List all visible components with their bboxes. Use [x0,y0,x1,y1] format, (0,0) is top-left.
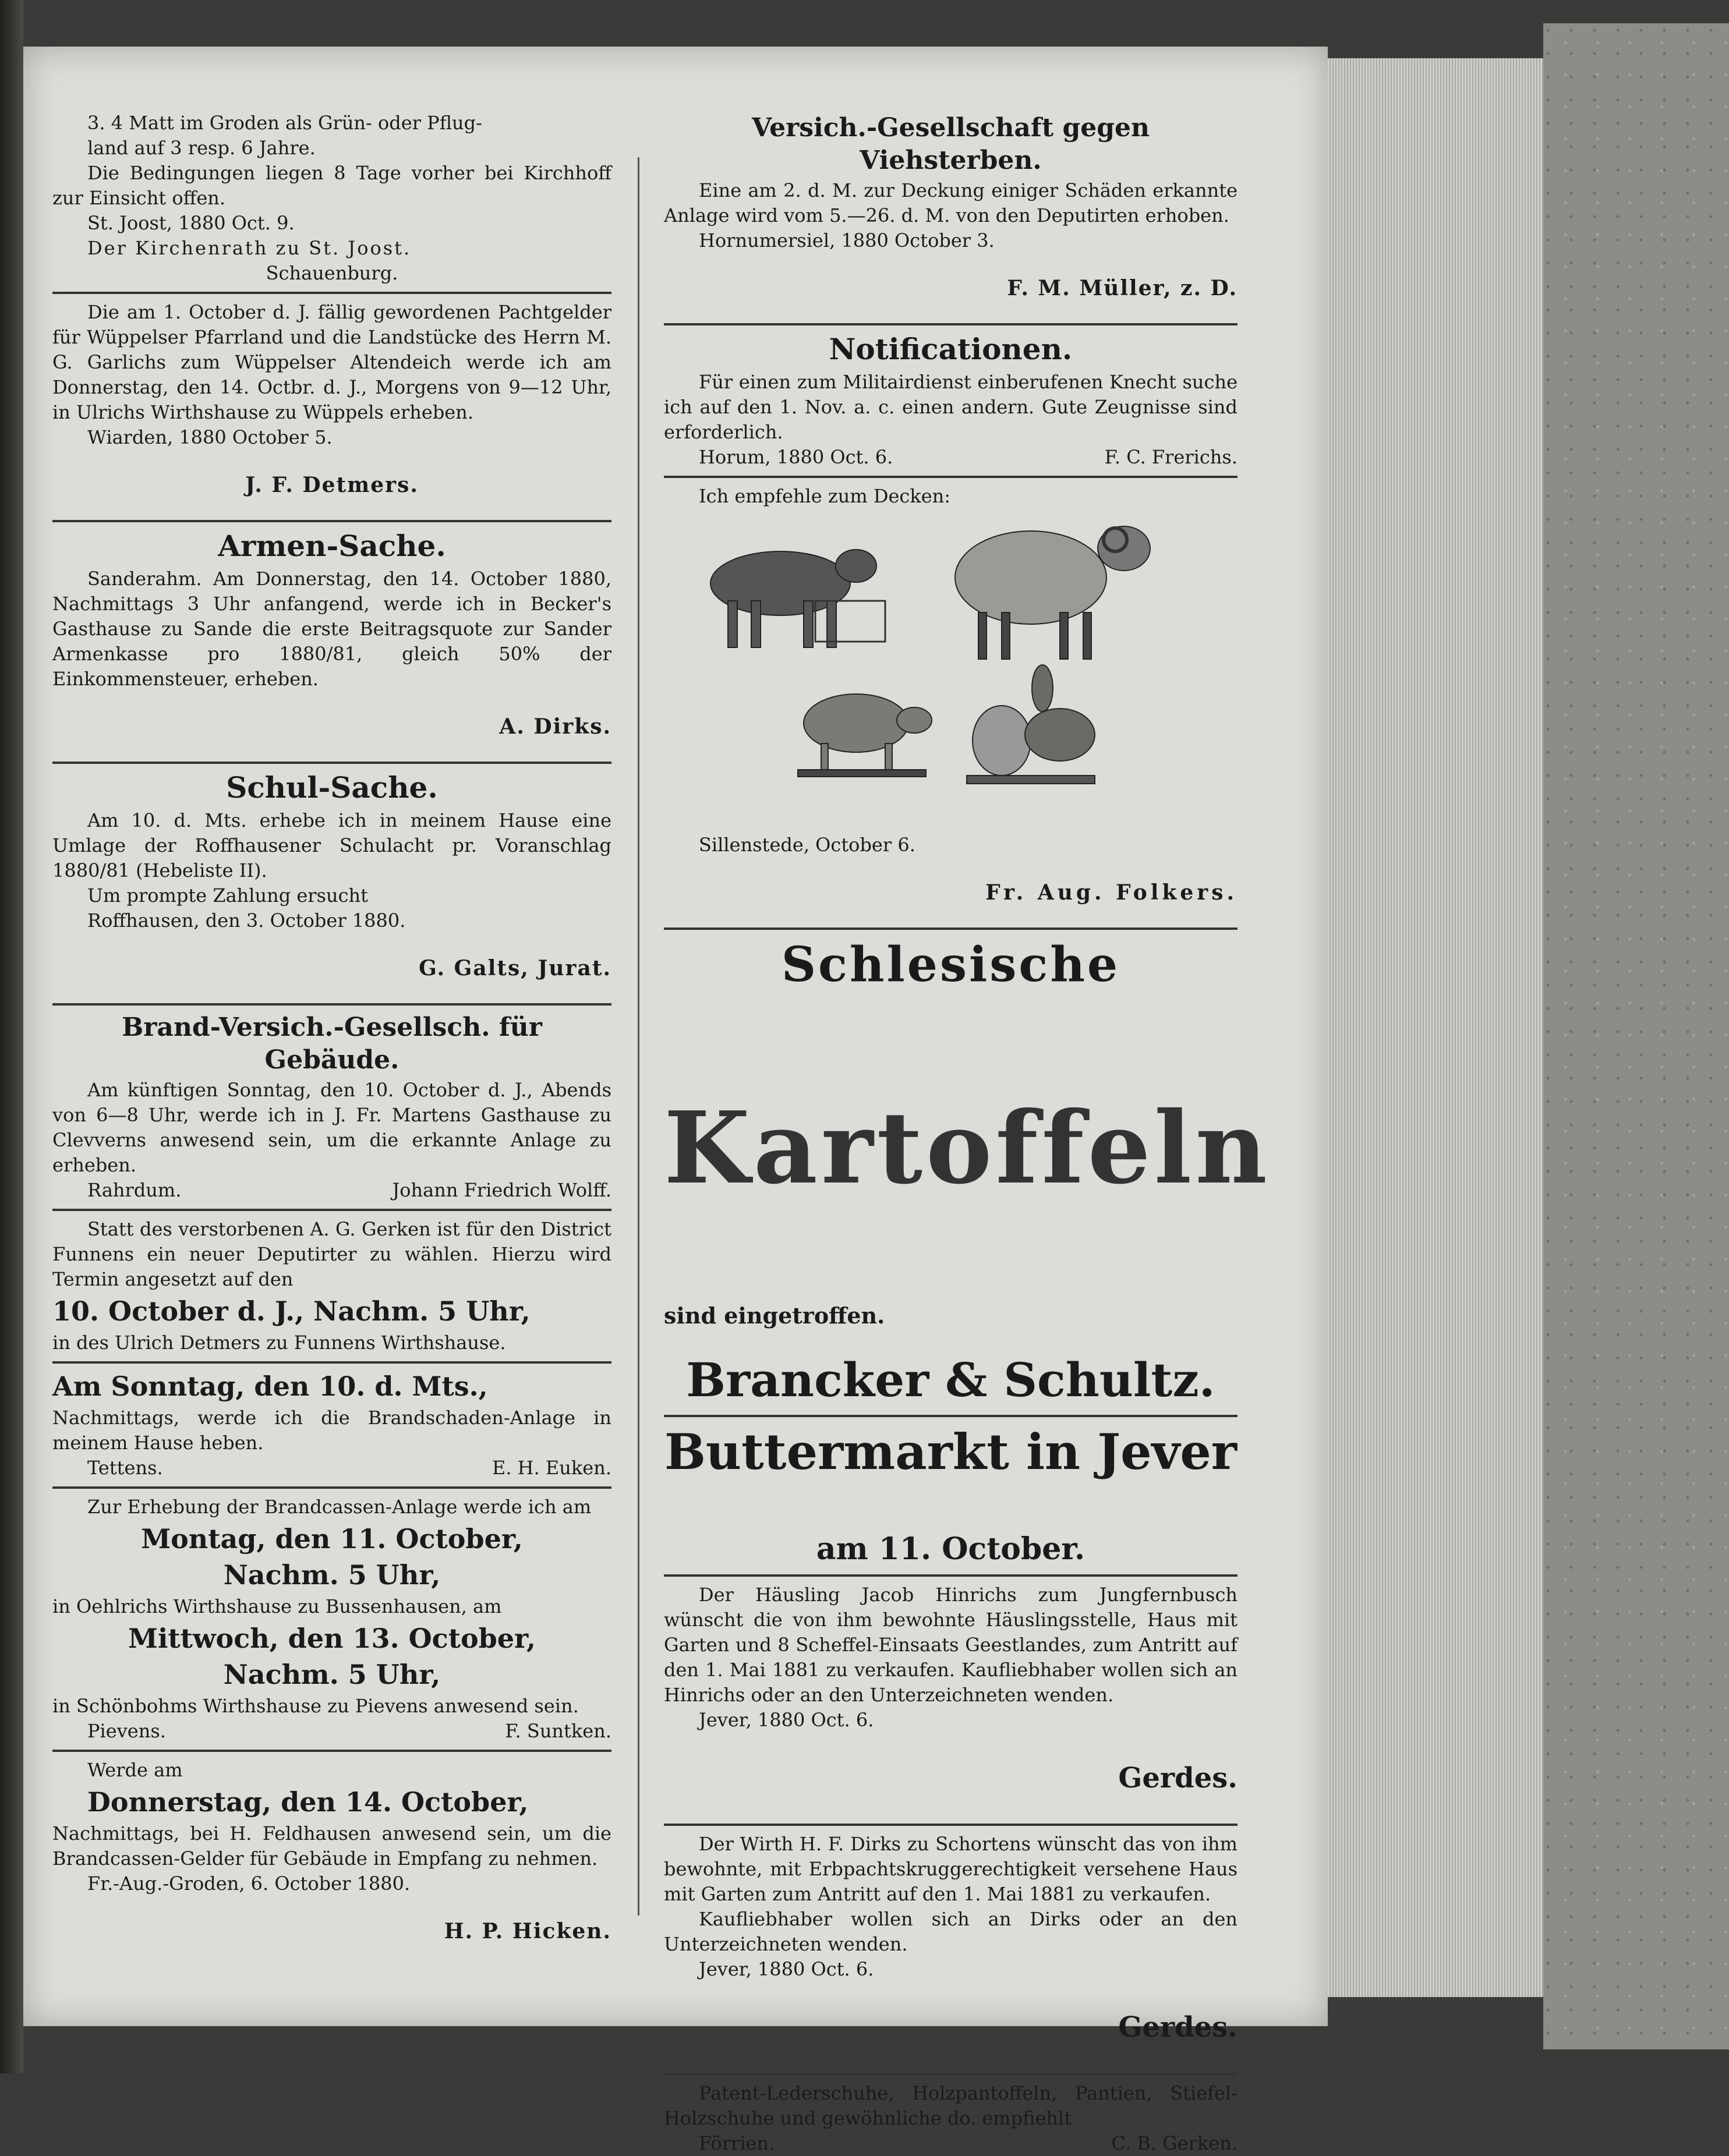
place-signature-row [664,445,1237,470]
text-line: in Oehlrichs Wirthshause zu Bussenhausen, am [52,1595,502,1617]
section-heading: Versich.-Gesellschaft gegen Viehsterben. [751,113,1150,175]
date-line: Hornumersiel, 1880 October 3. [699,229,995,252]
divider [52,1750,611,1752]
text-line: Um prompte Zahlung ersucht [87,884,369,907]
date-line: Jever, 1880 Oct. 6. [699,1958,874,1980]
column-divider [638,157,639,1916]
place-name: Tettens. [87,1457,163,1479]
ad-headline-large: Kartoffeln [664,1090,1271,1206]
divider [52,1486,611,1489]
livestock-illustrations [664,514,1237,828]
goat-illustration [967,665,1095,784]
highlight-date: Donnerstag, den 14. October, [87,1786,529,1818]
text-line: Ich empfehle zum Decken: [699,485,951,507]
signature: G. Galts, Jurat. [419,956,611,980]
date-line: Wiarden, 1880 October 5. [87,426,333,448]
notice-text: Für einen zum Militairdienst einberufenen Knecht suche ich auf den 1. Nov. a. c. einen andern. Gute Zeugnisse sind erforderlich. [664,371,1237,443]
highlight-date: Montag, den 11. October, [141,1523,523,1555]
signature: F. C. Frerichs. [1104,446,1237,468]
place-signature-row [664,833,1237,858]
signature: H. P. Hicken. [444,1919,611,1943]
divider [664,1574,1237,1577]
page-edges [1328,58,1543,1997]
divider [664,1824,1237,1826]
signature: Fr. Aug. Folkers. [985,880,1237,905]
signature: C. B. Gerken. [1111,2132,1237,2154]
section-heading: Schul-Sache. [226,770,438,805]
bull-illustration [710,550,885,647]
signature: F. M. Müller, z. D. [1007,276,1237,300]
ram-illustration [955,526,1150,659]
book-spine-left [0,0,23,2073]
section-heading: Brand-Versich.-Gesellsch. für Gebäude. [122,1012,542,1075]
date-line: Jever, 1880 Oct. 6. [699,1709,874,1731]
highlight-date: am 11. October. [816,1531,1086,1567]
signature: A. Dirks. [499,714,611,739]
notice-text: Statt des verstorbenen A. G. Gerken ist für den District Funnens ein neuer Deputirter zu wählen. Hierzu wird Termin angesetzt auf den [52,1218,611,1290]
notice-text: Patent-Lederschuhe, Holzpantoffeln, Pantien, Stiefel-Holzschuhe und gewöhnliche do. empfiehlt [664,2082,1237,2129]
signature: Der Kirchenrath zu St. Joost. [87,237,412,259]
place-signature-row [52,1719,611,1744]
place-name: Förrien. [699,2132,775,2154]
signature: Gerdes. [1118,1762,1237,1794]
ad-firm-name: Brancker & Schultz. [686,1353,1215,1407]
signature: J. F. Detmers. [245,473,419,497]
notice-text: Die Bedingungen liegen 8 Tage vorher bei Kirchhoff zur Einsicht offen. [52,162,611,209]
notice-text: Der Häusling Jacob Hinrichs zum Jungfernbusch wünscht die von ihm bewohnte Häuslingsstelle, Haus mit Garten und 8 Scheffel-Einsaats Geestlandes, zum Antritt auf den 1. Mai 1881 zu verkaufen. Kaufliebhaber wollen sich an Hinrichs oder an den Unterzeichneten wenden. [664,1584,1237,1706]
text-line: in des Ulrich Detmers zu Funnens Wirthshause. [52,1332,506,1354]
ad-subline: sind eingetroffen. [664,1302,885,1329]
pig-illustration [798,694,932,777]
notice-text: Der Wirth H. F. Dirks zu Schortens wünscht das von ihm bewohnte, mit Erbpachtskruggerechtigkeit versehene Haus mit Garten zum Antritt auf den 1. Mai 1881 zu verkaufen. [664,1833,1237,1905]
highlight-date: Mittwoch, den 13. October, [128,1623,536,1654]
signature: Gerdes. [1118,2011,1237,2044]
ad-headline: Schlesische [781,937,1120,993]
date-line: Roffhausen, den 3. October 1880. [87,909,406,932]
section-heading: Buttermarkt in Jever [664,1423,1237,1481]
right-column [664,111,1271,2156]
text-line: Werde am [87,1759,183,1781]
date-line: Sillenstede, October 6. [699,834,915,856]
notice-text: Sanderahm. Am Donnerstag, den 14. October 1880, Nachmittags 3 Uhr anfangend, werde ich in Becker's Gasthause zu Sande die erste Beitragsquote zur Sander Armenkasse pro 1880/81, gleich 50% der Einkommensteuer, erheben. [52,568,611,690]
signature: Schauenburg. [266,262,398,284]
livestock-illustration-svg [664,514,1237,828]
notice-text: Kaufliebhaber wollen sich an Dirks oder an den Unterzeichneten wenden. [664,1908,1237,1955]
text-line: in Schönbohms Wirthshause zu Pievens anwesend sein. [52,1695,579,1717]
place-signature-row [52,1456,611,1481]
notice-text: Eine am 2. d. M. zur Deckung einiger Schäden erkannte Anlage wird vom 5.—26. d. M. von den Deputirten erhoben. [664,179,1237,226]
divider [52,520,611,522]
divider [664,1415,1237,1417]
notice-text: Nachmittags, werde ich die Brandschaden-Anlage in meinem Hause heben. [52,1407,611,1454]
notice-text: Am 10. d. Mts. erhebe ich in meinem Hause eine Umlage der Roffhausener Schulacht pr. Voranschlag 1880/81 (Hebeliste II). [52,809,611,881]
date-line: Horum, 1880 Oct. 6. [699,446,893,468]
notice-text: Nachmittags, bei H. Feldhausen anwesend sein, um die Brandcassen-Gelder für Gebäude in Empfang zu nehmen. [52,1822,611,1870]
divider [664,323,1237,325]
highlight-time: Nachm. 5 Uhr, [223,1659,441,1690]
left-column [52,111,611,1966]
place-signature-row [664,2131,1237,2156]
notice-text: Die am 1. October d. J. fällig gewordenen Pachtgelder für Wüppelser Pfarrland und die Landstücke des Herrn M. G. Garlichs zum Wüppelser Altendeich werde ich am Donnerstag, den 14. Octbr. d. J., Morgens von 9—12 Uhr, in Ulrichs Wirthshause zu Wüppels erheben. [52,301,611,423]
signature: E. H. Euken. [492,1457,611,1479]
divider [52,292,611,294]
divider [664,476,1237,478]
notice-text: Zur Erhebung der Brandcassen-Anlage werde ich am [87,1496,592,1518]
highlight-time: Nachm. 5 Uhr, [223,1559,441,1591]
book-cover [1543,23,1729,2049]
text-line: land auf 3 resp. 6 Jahre. [87,137,316,159]
divider [52,1209,611,1211]
divider [664,927,1237,930]
divider [52,1003,611,1006]
notice-text: Am künftigen Sonntag, den 10. October d. J., Abends von 6—8 Uhr, werde ich in J. Fr. Martens Gasthause zu Clevverns anwesend sein, um die erkannte Anlage zu erheben. [52,1079,611,1176]
place-signature-row [52,1178,611,1203]
divider [52,1361,611,1364]
section-heading: Notificationen. [829,332,1073,366]
divider [52,762,611,764]
signature: Johann Friedrich Wolff. [392,1179,611,1201]
section-heading: Armen-Sache. [218,529,446,563]
signature: F. Suntken. [505,1720,611,1742]
highlight-date: 10. October d. J., Nachm. 5 Uhr, [52,1295,531,1327]
place-name: Rahrdum. [87,1179,182,1201]
place-name: Pievens. [87,1720,166,1742]
date-line: St. Joost, 1880 Oct. 9. [87,212,295,234]
highlight-date: Am Sonntag, den 10. d. Mts., [52,1371,488,1402]
date-line: Fr.-Aug.-Groden, 6. October 1880. [87,1872,411,1895]
text-line: 3. 4 Matt im Groden als Grün- oder Pflug- [87,112,482,134]
